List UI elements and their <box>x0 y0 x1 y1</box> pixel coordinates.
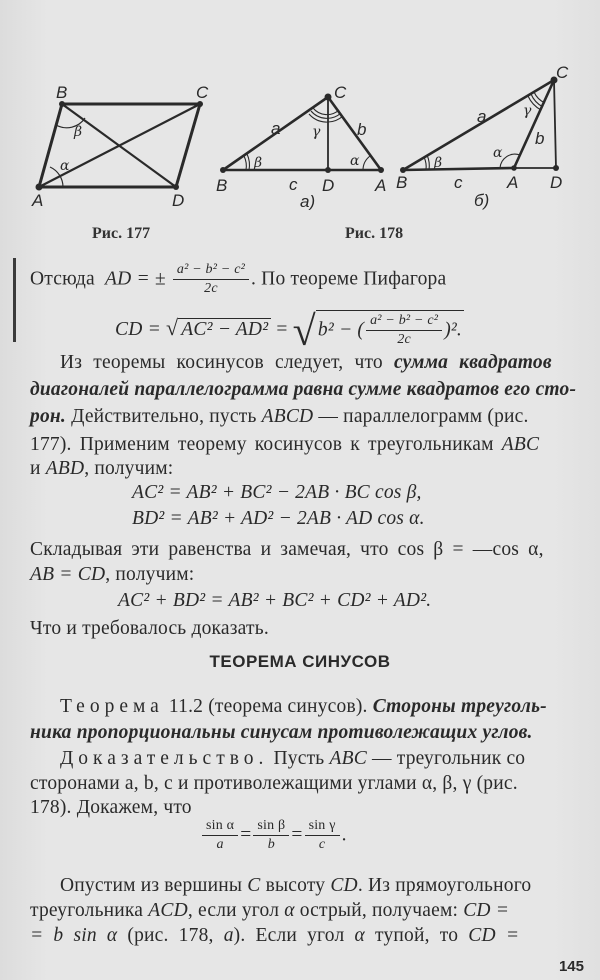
fraction-cd: $\frac{\text{a² − b² − c²}}{2c}$ <box>366 313 442 349</box>
angle-label-beta: β <box>434 155 443 171</box>
subfigure-label-a: а) <box>300 192 316 210</box>
equation-cd-pythagoras: CD = √ AC² − AD² = √ b² − ( $\frac{\text{a² − b² − c²}}{2c}$ )². <box>115 309 463 355</box>
side-label-c: c <box>454 173 463 192</box>
proof-line-1: Доказательство. Пусть ABC — треугольник со <box>60 748 526 769</box>
equation-parallelogram-sum: AC² + BD² = AB² + BC² + CD² + AD². <box>118 590 432 611</box>
vertex-label-d: D <box>172 191 185 210</box>
fraction-ad: $\frac{\text{a² − b² − c²}}{2c}$ <box>173 262 249 298</box>
equation-sine-law: $\frac{\text{sin α}}{a}$ = $\frac{\text{sin β}}{b}$ = $\frac{\text{sin γ}}{c}$ . <box>200 818 347 854</box>
fraction-sin-alpha: $\frac{\text{sin α}}{a}$ <box>202 818 238 854</box>
figure-177-parallelogram <box>20 80 220 220</box>
equation-cosine-ac: AC² = AB² + BC² − 2AB · BC cos β, <box>132 482 422 503</box>
angle-label-alpha: α <box>350 153 360 169</box>
subfigure-label-b: б) <box>474 191 490 210</box>
fraction-sin-beta: $\frac{\text{sin β}}{b}$ <box>253 818 289 854</box>
side-label-b: b <box>535 129 545 148</box>
side-label-c: c <box>289 175 298 194</box>
side-label-a: a <box>271 119 281 138</box>
figure-178b-obtuse-triangle <box>390 60 600 220</box>
equation-cosine-bd: BD² = AB² + AD² − 2AB · AD cos α. <box>132 508 425 529</box>
vertex-label-a: A <box>507 173 519 192</box>
paragraph-altitude-line-2: треугольника ACD, если угол α острый, получаем: CD = <box>30 900 510 921</box>
vertex-label-d: D <box>550 173 563 192</box>
paragraph-cosine-line-1: Из теоремы косинусов следует, что сумма квадратов <box>60 352 552 373</box>
figure-178-caption: Рис. 178 <box>345 225 404 242</box>
paragraph-qed: Что и требовалось доказать. <box>30 618 269 639</box>
vertex-label-a: A <box>375 176 387 195</box>
vertex-label-b: B <box>56 83 68 102</box>
vertex-label-c: C <box>334 83 347 102</box>
paragraph-altitude-line-1: Опустим из вершины C высоту CD. Из прямоугольного <box>60 875 532 896</box>
paragraph-adding-line-1: Складывая эти равенства и замечая, что cos β = —cos α, <box>30 539 544 560</box>
page-number: 145 <box>558 958 584 975</box>
paragraph-cosine-line-2: диагоналей параллелограмма равна сумме квадратов его сто- <box>30 379 577 400</box>
vertex-label-c: C <box>196 83 209 102</box>
paragraph-adding-line-2: AB = CD, получим: <box>30 564 195 585</box>
angle-label-gamma: γ <box>523 103 532 119</box>
side-label-b: b <box>357 120 367 139</box>
figure-177-caption: Рис. 177 <box>92 225 151 242</box>
margin-marker-bar <box>13 258 16 342</box>
fraction-sin-gamma: $\frac{\text{sin γ}}{c}$ <box>305 818 340 854</box>
vertex-label-b: B <box>396 173 408 192</box>
paragraph-ad-formula: Отсюда AD = ± $\frac{\text{a² − b² − c²}}{2c}$ . По теореме Пифагора <box>30 262 447 296</box>
angle-label-alpha: α <box>493 145 503 161</box>
angle-label-beta: β <box>254 155 263 171</box>
figure-178a-acute-triangle <box>200 70 400 210</box>
vertex-label-b: B <box>216 176 228 195</box>
side-label-a: a <box>477 107 487 126</box>
vertex-label-d: D <box>322 176 335 195</box>
theorem-line-1: Теорема 11.2 (теорема синусов). Стороны треуголь- <box>60 696 547 717</box>
paragraph-cosine-line-5: и ABD, получим: <box>30 458 174 479</box>
paragraph-cosine-line-4: 177). Применим теорему косинусов к треугольникам ABC <box>30 434 540 455</box>
proof-line-2: сторонами a, b, c и противолежащими углами α, β, γ (рис. <box>30 773 518 794</box>
paragraph-cosine-line-3: рон. Действительно, пусть ABCD — параллелограмм (рис. <box>30 406 529 427</box>
angle-label-gamma: γ <box>312 124 321 140</box>
vertex-label-a: A <box>32 191 44 210</box>
angle-label-beta: β <box>74 124 83 140</box>
section-heading: ТЕОРЕМА СИНУСОВ <box>209 652 391 671</box>
theorem-line-2: ника пропорциональны синусам противолежащих углов. <box>30 722 533 743</box>
paragraph-altitude-line-3: = b sin α (рис. 178, а). Если угол α тупой, то CD = <box>30 925 520 946</box>
angle-label-alpha: α <box>60 158 70 174</box>
proof-line-3: 178). Докажем, что <box>30 797 192 818</box>
vertex-label-c: C <box>556 63 569 82</box>
